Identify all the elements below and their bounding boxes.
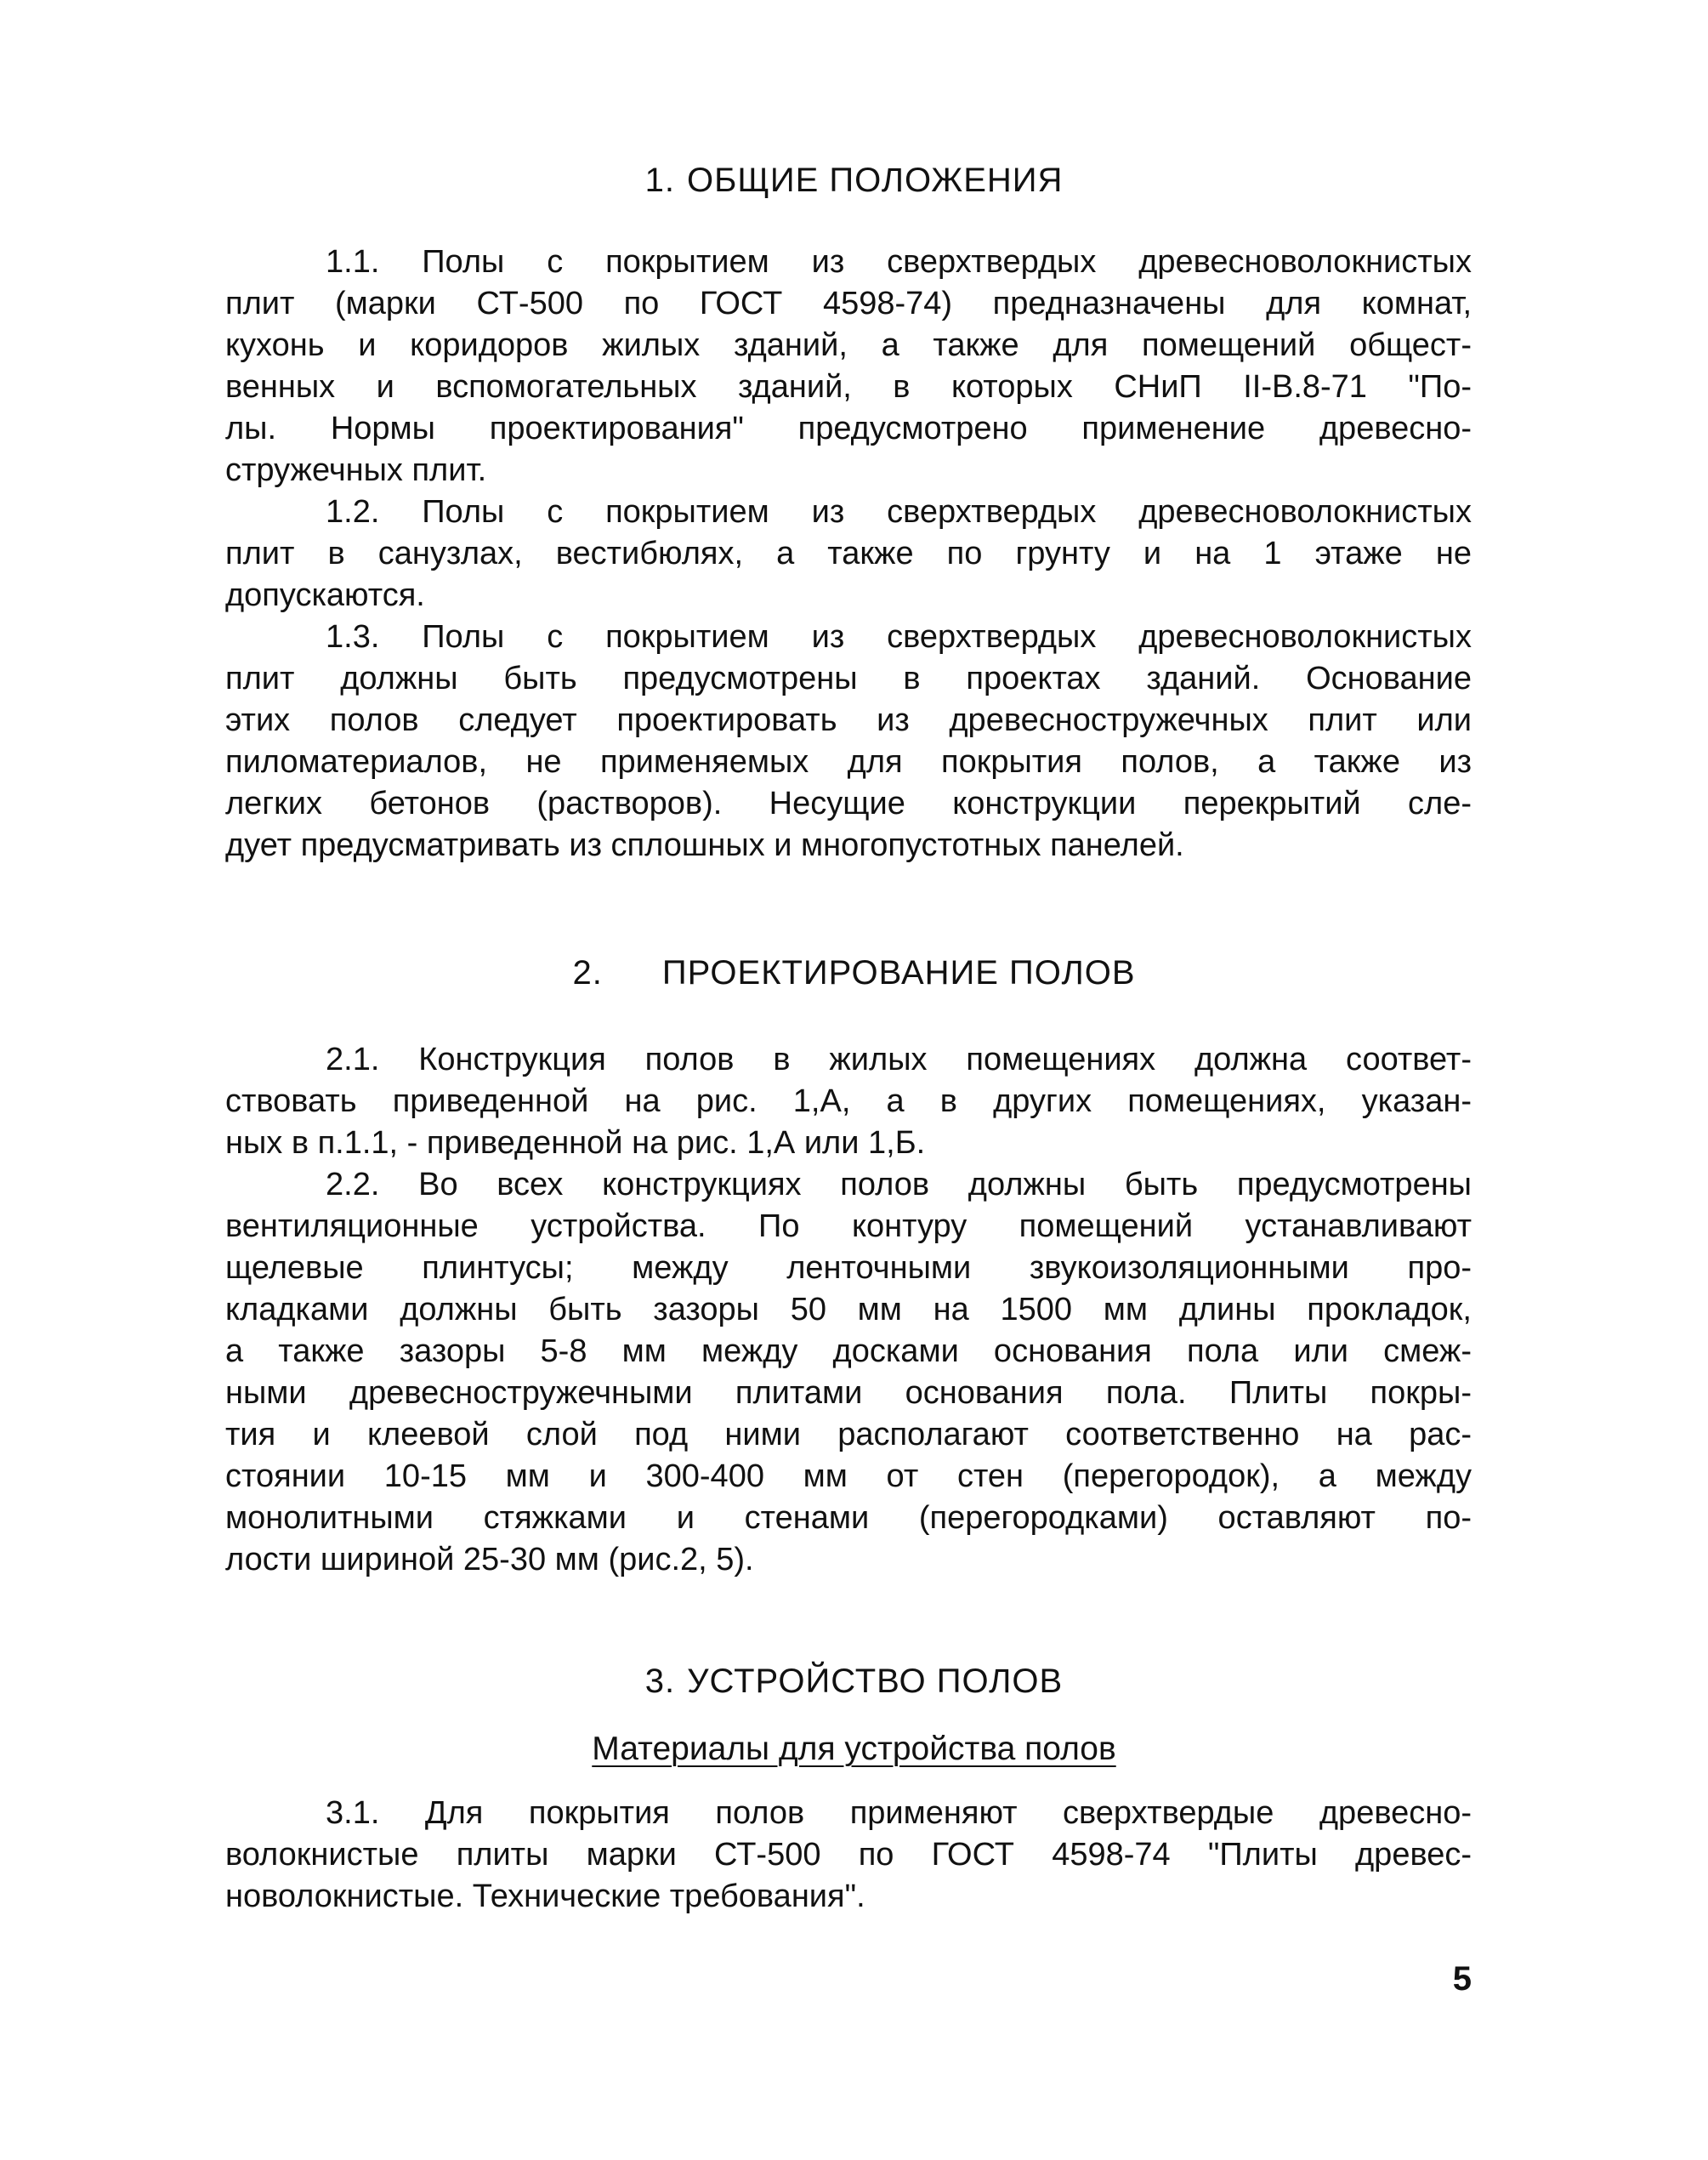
paragraph-line: 2.1. Конструкция полов в жилых помещениях должна соответ- <box>326 1042 1472 1077</box>
paragraph-3-1 <box>225 1793 1472 1918</box>
section-1-number: 1. <box>644 162 675 199</box>
paragraph-line: кухонь и коридоров жилых зданий, а также для помещений общест- <box>225 327 1472 363</box>
paragraph-line: ными древесностружечными плитами основания пола. Плиты покры- <box>225 1375 1472 1411</box>
paragraph-1-3 <box>225 617 1472 867</box>
paragraph-line: новолокнистые. Технические требования". <box>225 1879 865 1914</box>
section-3-heading <box>0 1663 1708 1701</box>
paragraph-line: допускаются. <box>225 577 425 613</box>
paragraph-line: 1.3. Полы с покрытием из сверхтвердых древесноволокнистых <box>326 619 1472 655</box>
paragraph-line: стоянии 10-15 мм и 300-400 мм от стен (перегородок), а между <box>225 1458 1472 1494</box>
paragraph-1-2 <box>225 492 1472 617</box>
section-3-subheading <box>0 1731 1708 1768</box>
paragraph-line: венных и вспомогательных зданий, в которых СНиП II-В.8-71 "По- <box>225 369 1472 405</box>
paragraph-line: ствовать приведенной на рис. 1,А, а в других помещениях, указан- <box>225 1083 1472 1119</box>
paragraph-2-1 <box>225 1039 1472 1164</box>
section-2-number: 2. <box>572 954 603 992</box>
paragraph-line: лости шириной 25-30 мм (рис.2, 5). <box>225 1542 754 1577</box>
section-2-title: ПРОЕКТИРОВАНИЕ ПОЛОВ <box>661 954 1136 992</box>
paragraph-line: волокнистые плиты марки СТ-500 по ГОСТ 4598-74 "Плиты древес- <box>225 1837 1472 1873</box>
paragraph-line: ных в п.1.1, - приведенной на рис. 1,А или 1,Б. <box>225 1125 926 1161</box>
paragraph-line: дует предусматривать из сплошных и многопустотных панелей. <box>225 827 1184 863</box>
section-1-title: ОБЩИЕ ПОЛОЖЕНИЯ <box>686 162 1064 199</box>
paragraph-line: лы. Нормы проектирования" предусмотрено применение древесно- <box>225 411 1472 446</box>
paragraph-line: плит (марки СТ-500 по ГОСТ 4598-74) предназначены для комнат, <box>225 286 1472 321</box>
paragraph-line: а также зазоры 5-8 мм между досками основания пола или смеж- <box>225 1333 1472 1369</box>
section-2-heading <box>0 954 1708 992</box>
paragraph-2-2 <box>225 1164 1472 1581</box>
paragraph-line: этих полов следует проектировать из древесностружечных плит или <box>225 702 1472 738</box>
paragraph-line: монолитными стяжками и стенами (перегородками) оставляют по- <box>225 1500 1472 1536</box>
paragraph-line: плит в санузлах, вестибюлях, а также по грунту и на 1 этаже не <box>225 536 1472 571</box>
section-1-heading <box>0 162 1708 200</box>
paragraph-line: вентиляционные устройства. По контуру помещений устанавливают <box>225 1208 1472 1244</box>
page-number: 5 <box>1452 1960 1472 1998</box>
section-3-subtitle: Материалы для устройства полов <box>592 1731 1116 1767</box>
paragraph-line: пиломатериалов, не применяемых для покрытия полов, а также из <box>225 744 1472 780</box>
section-3-number: 3. <box>644 1663 676 1700</box>
paragraph-line: кладками должны быть зазоры 50 мм на 1500 мм длины прокладок, <box>225 1292 1472 1327</box>
paragraph-1-1 <box>225 242 1472 492</box>
paragraph-line: плит должны быть предусмотрены в проектах зданий. Основание <box>225 661 1472 696</box>
paragraph-line: легких бетонов (растворов). Несущие конструкции перекрытий сле- <box>225 786 1472 821</box>
paragraph-line: 3.1. Для покрытия полов применяют сверхтвердые древесно- <box>326 1795 1472 1831</box>
paragraph-line: 1.2. Полы с покрытием из сверхтвердых древесноволокнистых <box>326 494 1472 530</box>
section-3-title: УСТРОЙСТВО ПОЛОВ <box>687 1663 1064 1700</box>
paragraph-line: щелевые плинтусы; между ленточными звукоизоляционными про- <box>225 1250 1472 1286</box>
paragraph-line: стружечных плит. <box>225 452 487 488</box>
paragraph-line: тия и клеевой слой под ними располагают соответственно на рас- <box>225 1417 1472 1452</box>
paragraph-line: 1.1. Полы с покрытием из сверхтвердых древесноволокнистых <box>326 244 1472 280</box>
paragraph-line: 2.2. Во всех конструкциях полов должны быть предусмотрены <box>326 1167 1472 1202</box>
